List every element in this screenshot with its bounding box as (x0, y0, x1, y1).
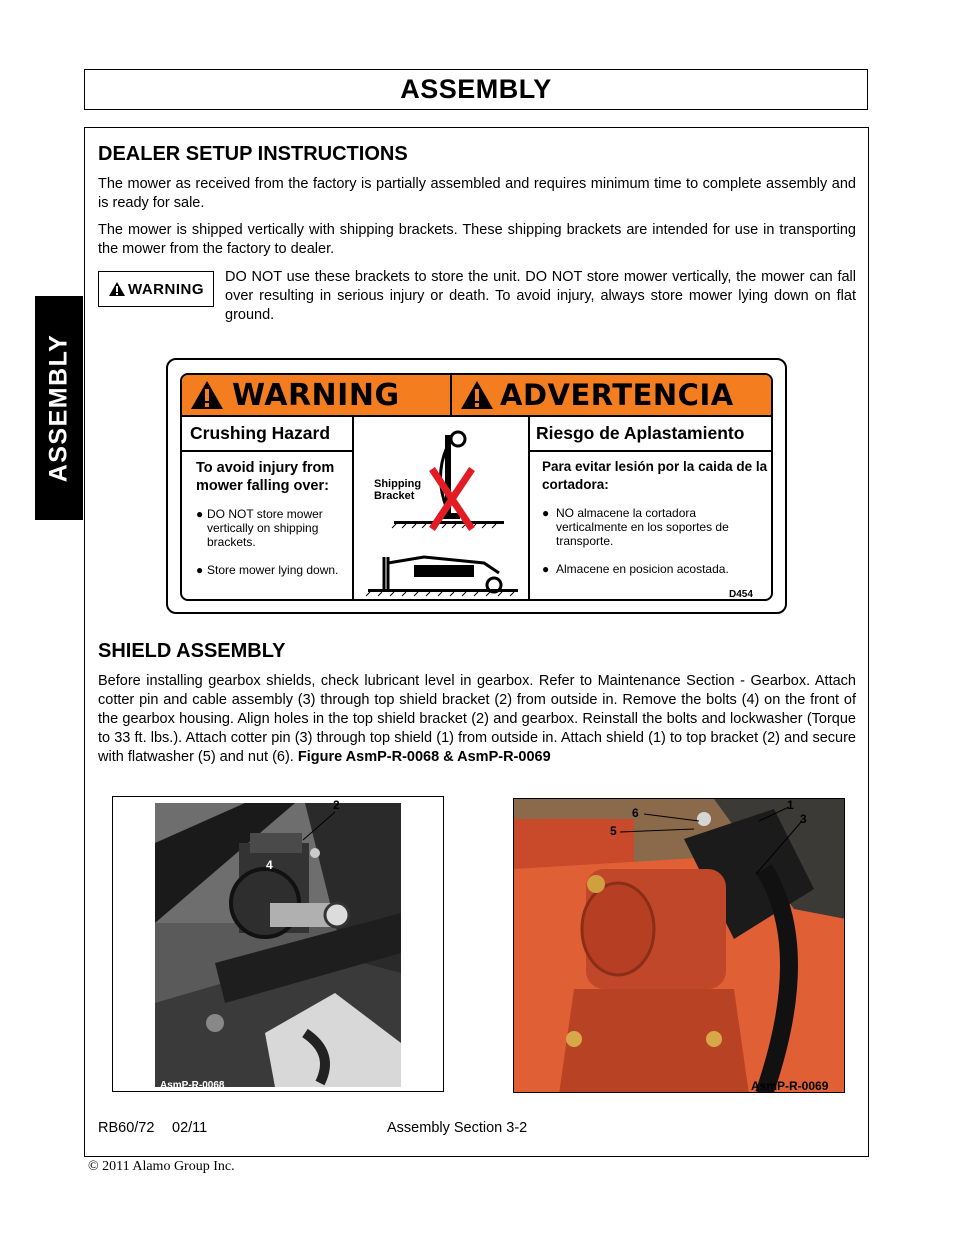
callout-2: 2 (333, 798, 340, 812)
warning-triangle-icon (460, 380, 494, 410)
warning-triangle-icon (190, 380, 224, 410)
photo-asmp-r-0069 (513, 798, 845, 1093)
decal-avoid-es: Para evitar lesión por la caida de la cortadora: (542, 459, 768, 492)
callout-5: 5 (610, 824, 617, 838)
decal-warning-banner (182, 375, 450, 415)
decal-bullet-en-2: Store mower lying down. (207, 563, 339, 577)
decal-bullet-en-1: DO NOT store mower vertically on shipping brackets. (207, 507, 323, 549)
decal-advertencia-title: ADVERTENCIA (500, 378, 734, 412)
decal-warning-title: WARNING (232, 377, 400, 413)
decal-advertencia-banner (452, 375, 773, 415)
dealer-paragraph-2: The mower is shipped vertically with shipping brackets. These shipping brackets are intended for use in transporting the mower from the factory to dealer. (98, 222, 856, 257)
gearbox-bracket-image (155, 803, 401, 1087)
page-title: ASSEMBLY (400, 74, 552, 104)
photo-caption-left: AsmP-R-0068 (160, 1080, 225, 1091)
decal-hazard-en: Crushing Hazard (190, 423, 331, 443)
page-header (84, 69, 868, 110)
decal-bullet-es-2: Almacene en posicion acostada. (556, 562, 729, 576)
dealer-paragraph-1: The mower as received from the factory is partially assembled and requires minimum time to complete assembly and is ready for sale. (98, 176, 856, 211)
callout-3: 3 (800, 812, 807, 826)
callout-4: 4 (266, 858, 273, 872)
shield-heading: SHIELD ASSEMBLY (98, 640, 286, 662)
warning-triangle-icon (108, 281, 126, 297)
shield-paragraph (98, 672, 856, 767)
footer-model: RB60/72 (98, 1120, 155, 1136)
decal-illustration (354, 417, 528, 601)
footer-copyright: © 2011 Alamo Group Inc. (88, 1159, 235, 1174)
photo-asmp-r-0068 (112, 796, 444, 1092)
photo-caption-right: AsmP-R-0069 (751, 1079, 829, 1093)
decal-hazard-es: Riesgo de Aplastamiento (536, 423, 745, 443)
warning-symbol (98, 271, 214, 307)
warning-symbol-label: WARNING (128, 280, 204, 298)
warning-text: DO NOT use these brackets to store the unit. DO NOT store mower vertically, the mower can fall over resulting in serious injury or death. To avoid injury, always store mower lying down on flat ground. (225, 269, 856, 323)
shield-text: Before installing gearbox shields, check lubricant level in gearbox. Refer to Maintenance Section - Gearbox. Attach cotter pin and cable assembly (3) through top shield bracket (2) from outside in. Remove the bolts (4) on the front of the gearbox housing. Align holes in the top shield bracket (2) and gearbox. Reinstall the bolts and lockwasher (Torque to 33 ft. lbs.). Attach cotter pin (3) through top shield (1) from outside in. Attach shield (1) to top bracket (2) and secure with flatwasher (5) and nut (6). (98, 673, 856, 765)
decal-bullet-es-1: NO almacene la cortadora verticalmente en los soportes de transporte. (556, 506, 729, 548)
safety-decal (166, 358, 787, 614)
side-tab-label: ASSEMBLY (44, 333, 73, 483)
callout-1: 1 (787, 798, 794, 812)
callout-6: 6 (632, 806, 639, 820)
decal-bracket-label: Shipping Bracket (374, 478, 422, 502)
decal-avoid-en: To avoid injury from mower falling over: (196, 460, 335, 494)
side-tab (35, 296, 83, 520)
shield-figure-ref: Figure AsmP-R-0068 & AsmP-R-0069 (297, 749, 551, 765)
decal-frame: WARNING ADVERTENCIA Crushing Hazard To avoid injury from mower falling over: ● DO NOT store mower vertically on shipping brackets. ● Store mower lying down. Shipping Bracket Riesgo de Aplastamiento Para evitar lesión por la caida de la cortadora: ● NO almacene la cortadora verticalmente en los soportes de transporte. ● Almacene en posicion acostada. D454 (180, 373, 773, 601)
footer-date: 02/11 (172, 1120, 208, 1136)
footer-section: Assembly Section 3-2 (387, 1120, 528, 1136)
dealer-heading: DEALER SETUP INSTRUCTIONS (98, 143, 408, 165)
decal-code: D454 (729, 589, 753, 600)
